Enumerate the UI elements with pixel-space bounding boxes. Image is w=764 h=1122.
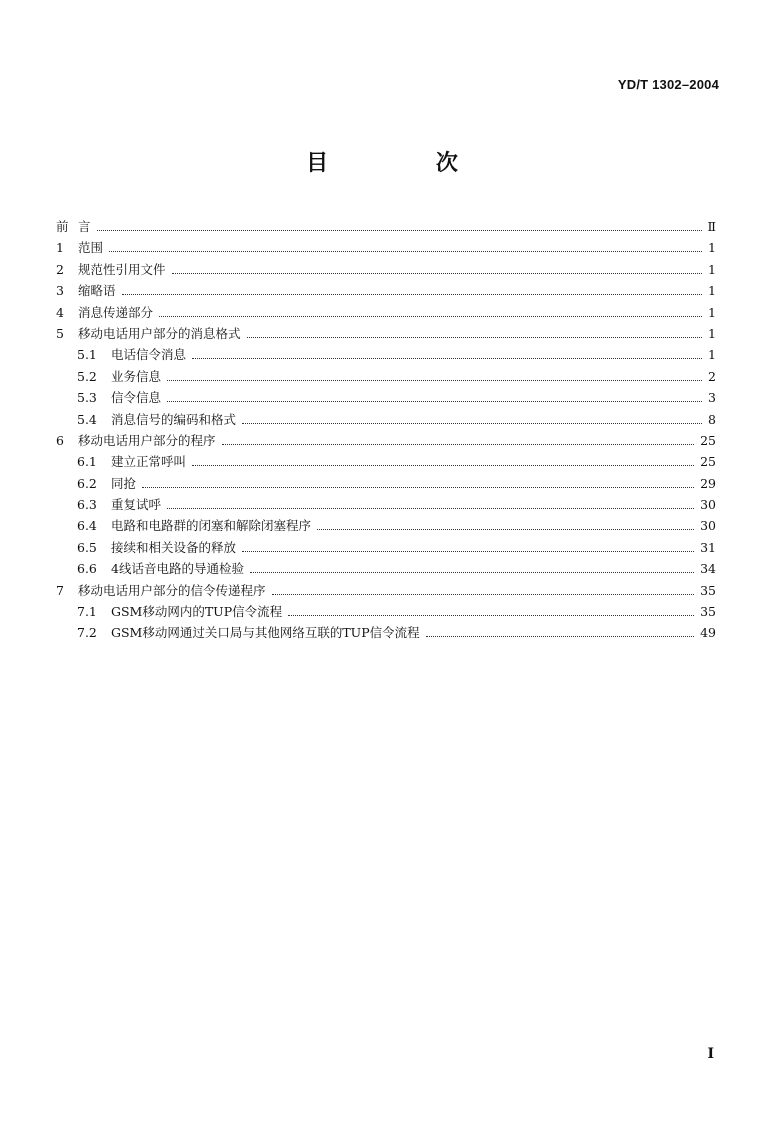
toc-entry-number: 7 [56,582,64,598]
toc-entry[interactable] [56,323,716,344]
toc-entry[interactable] [56,409,716,430]
toc-entry[interactable] [56,430,716,451]
toc-entry-page: 1 [708,283,716,299]
toc-entry-number: 2 [56,261,64,277]
toc-entry-page: 31 [700,539,716,555]
toc-entry-label: 电话信令消息 [111,347,187,363]
toc-entry-label: 4线话音电路的导通检验 [111,561,244,577]
toc-entry-number: 6.5 [77,539,97,555]
toc-entry-number: 4 [56,304,64,320]
toc-entry-number: 5.4 [77,411,97,427]
toc-entry[interactable] [56,451,716,472]
toc-entry-label: 同抢 [111,475,137,491]
toc-entry[interactable] [56,302,716,323]
toc-leader-dots [167,508,694,509]
toc-entry-label: 规范性引用文件 [78,261,166,277]
toc-entry-label: 言 [78,219,91,234]
toc-entry-label: 重复试呼 [111,497,162,513]
toc-entry-page: 25 [700,454,716,470]
toc-entry[interactable] [56,473,716,494]
toc-entry-number: 6.3 [77,497,97,513]
toc-entry-number: 6.6 [77,561,97,577]
toc-entry-label: 电路和电路群的闭塞和解除闭塞程序 [111,518,312,534]
toc-entry-page: 1 [708,304,716,320]
toc-entry-number: 前 [56,219,69,234]
toc-entry-page: 30 [700,518,716,534]
toc-entry-page: 1 [708,240,716,256]
toc-entry[interactable] [56,216,716,237]
toc-entry-page: 49 [700,625,716,641]
toc-title: 目 次 [306,150,508,176]
toc-leader-dots [97,230,702,231]
toc-leader-dots [317,529,694,530]
toc-entry-page: Ⅱ [707,219,716,234]
toc-entry[interactable] [56,237,716,258]
toc-entry-number: 5.2 [77,368,97,384]
toc-entry-number: 6 [56,432,64,448]
toc-entry-label: 消息信号的编码和格式 [111,411,237,427]
toc-leader-dots [142,487,694,488]
toc-entry-label: 范围 [78,240,104,256]
toc-entry-number: 5 [56,325,64,341]
toc-entry[interactable] [56,366,716,387]
toc-entry[interactable] [56,622,716,643]
toc-entry[interactable] [56,259,716,280]
toc-entry-label: 缩略语 [78,283,116,299]
toc-entry-page: 34 [700,561,716,577]
toc-entry[interactable] [56,280,716,301]
toc-entry-number: 6.2 [77,475,97,491]
toc-leader-dots [192,358,702,359]
toc-entry-page: 30 [700,497,716,513]
toc-entry-number: 5.1 [77,347,97,363]
toc-entry-number: 5.3 [77,390,97,406]
toc-entry-label: 建立正常呼叫 [111,454,187,470]
toc-entry-page: 29 [700,475,716,491]
toc-entry-number: 6.4 [77,518,97,534]
toc-entry-label: 消息传递部分 [78,304,154,320]
toc-entry-label: GSM移动网内的TUP信令流程 [111,604,283,620]
toc-entry-page: 1 [708,325,716,341]
toc-leader-dots [167,380,702,381]
toc-entry-page: 1 [708,347,716,363]
toc-entry-page: 1 [708,261,716,277]
toc-leader-dots [242,551,694,552]
toc-entry[interactable] [56,601,716,622]
toc-entry-page: 35 [700,582,716,598]
toc-leader-dots [122,294,702,295]
toc-entry-page: 35 [700,604,716,620]
toc-entry[interactable] [56,494,716,515]
toc-entry-label: GSM移动网通过关口局与其他网络互联的TUP信令流程 [111,625,420,641]
toc-entry-page: 8 [708,411,716,427]
toc-entry[interactable] [56,558,716,579]
toc-entry-label: 信令信息 [111,390,162,406]
toc-entry-label: 移动电话用户部分的信令传递程序 [78,582,266,598]
toc-leader-dots [250,572,694,573]
toc-entry-number: 6.1 [77,454,97,470]
toc-entry-page: 3 [708,390,716,406]
toc-entry[interactable] [56,387,716,408]
toc-entry-label: 接续和相关设备的释放 [111,539,237,555]
toc-leader-dots [222,444,695,445]
toc-leader-dots [109,251,702,252]
toc-entry-number: 3 [56,283,64,299]
toc-leader-dots [172,273,702,274]
toc-leader-dots [426,636,694,637]
toc-entry-number: 7.1 [77,604,97,620]
table-of-contents [56,216,716,644]
toc-leader-dots [247,337,702,338]
toc-entry[interactable] [56,537,716,558]
toc-entry-number: 1 [56,240,64,256]
toc-entry-page: 25 [700,432,716,448]
page-number: I [707,1046,714,1062]
toc-leader-dots [288,615,694,616]
toc-leader-dots [159,316,702,317]
toc-leader-dots [242,423,702,424]
document-code: YD/T 1302–2004 [617,77,719,92]
toc-entry-page: 2 [708,368,716,384]
toc-entry[interactable] [56,580,716,601]
toc-entry-label: 移动电话用户部分的消息格式 [78,325,241,341]
toc-leader-dots [192,465,694,466]
toc-entry-label: 移动电话用户部分的程序 [78,432,216,448]
toc-entry-label: 业务信息 [111,368,162,384]
toc-entry[interactable] [56,515,716,536]
toc-entry-number: 7.2 [77,625,97,641]
toc-entry[interactable] [56,344,716,365]
toc-leader-dots [272,594,695,595]
toc-leader-dots [167,401,702,402]
